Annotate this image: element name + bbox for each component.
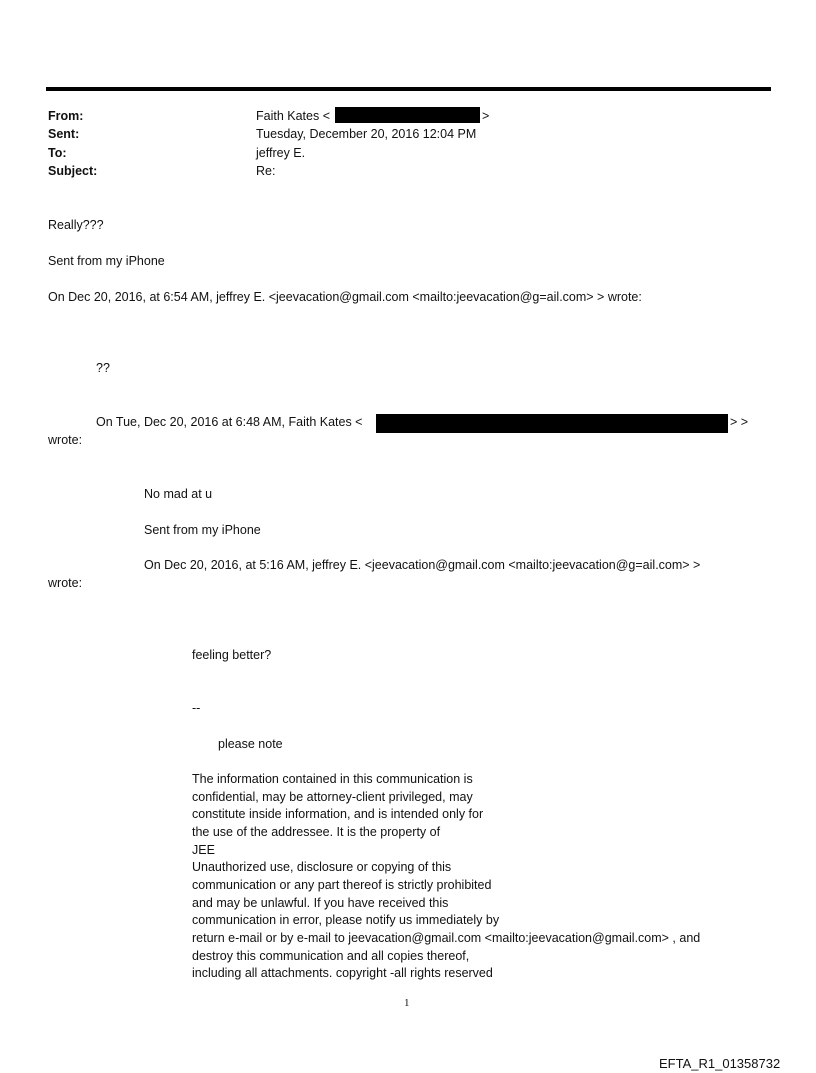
disclaimer-line: destroy this communication and all copies thereof, bbox=[192, 949, 470, 963]
page-number: 1 bbox=[404, 997, 410, 1009]
signature-text: Sent from my iPhone bbox=[48, 254, 165, 268]
quote2-header-close: > > bbox=[730, 415, 749, 429]
disclaimer-line: Unauthorized use, disclosure or copying of this bbox=[192, 860, 452, 874]
please-note: please note bbox=[218, 737, 283, 751]
sent-label: Sent: bbox=[48, 127, 80, 141]
signature-dashes: -- bbox=[192, 701, 201, 715]
from-close: > bbox=[482, 109, 490, 123]
quote3-header-start: On Dec 20, 2016, at 5:16 AM, jeffrey E. <jeevacation@gmail.com <mailto:jeevacation@g=ail.com> > bbox=[144, 558, 701, 572]
disclaimer-line: return e-mail or by e-mail to jeevacation@gmail.com <mailto:jeevacation@gmail.com> , and bbox=[192, 931, 701, 945]
to-value: jeffrey E. bbox=[256, 146, 306, 160]
reply-text: Really??? bbox=[48, 218, 104, 232]
sent-value: Tuesday, December 20, 2016 12:04 PM bbox=[256, 127, 477, 141]
header-rule bbox=[46, 87, 771, 91]
quote3-header-wrote: wrote: bbox=[48, 576, 83, 590]
from-name: Faith Kates < bbox=[256, 109, 330, 123]
disclaimer-line: JEE bbox=[192, 843, 215, 857]
quote2-header-start: On Tue, Dec 20, 2016 at 6:48 AM, Faith Kates < bbox=[96, 415, 363, 429]
quote1-text: ?? bbox=[96, 361, 110, 375]
disclaimer-line: communication in error, please notify us immediately by bbox=[192, 913, 500, 927]
redaction-quote2-email bbox=[376, 414, 728, 433]
disclaimer-line: the use of the addressee. It is the property of bbox=[192, 825, 441, 839]
subject-label: Subject: bbox=[48, 164, 98, 178]
quote2-signature: Sent from my iPhone bbox=[144, 523, 261, 537]
document-id: EFTA_R1_01358732 bbox=[659, 1056, 781, 1071]
quote2-text: No mad at u bbox=[144, 487, 213, 501]
subject-value: Re: bbox=[256, 164, 276, 178]
disclaimer-line: communication or any part thereof is strictly prohibited bbox=[192, 878, 492, 892]
disclaimer-line: The information contained in this communication is bbox=[192, 772, 473, 786]
disclaimer-line: constitute inside information, and is intended only for bbox=[192, 807, 484, 821]
from-label: From: bbox=[48, 109, 84, 123]
quote2-header-wrote: wrote: bbox=[48, 433, 83, 447]
disclaimer-line: including all attachments. copyright -all rights reserved bbox=[192, 966, 493, 980]
disclaimer-line: confidential, may be attorney-client privileged, may bbox=[192, 790, 473, 804]
disclaimer-line: and may be unlawful. If you have received this bbox=[192, 896, 449, 910]
to-label: To: bbox=[48, 146, 67, 160]
quote1-header: On Dec 20, 2016, at 6:54 AM, jeffrey E. <jeevacation@gmail.com <mailto:jeevacation@g=ail.com> > wrote: bbox=[48, 290, 642, 304]
quote3-text: feeling better? bbox=[192, 648, 272, 662]
redaction-from-email bbox=[335, 107, 480, 123]
